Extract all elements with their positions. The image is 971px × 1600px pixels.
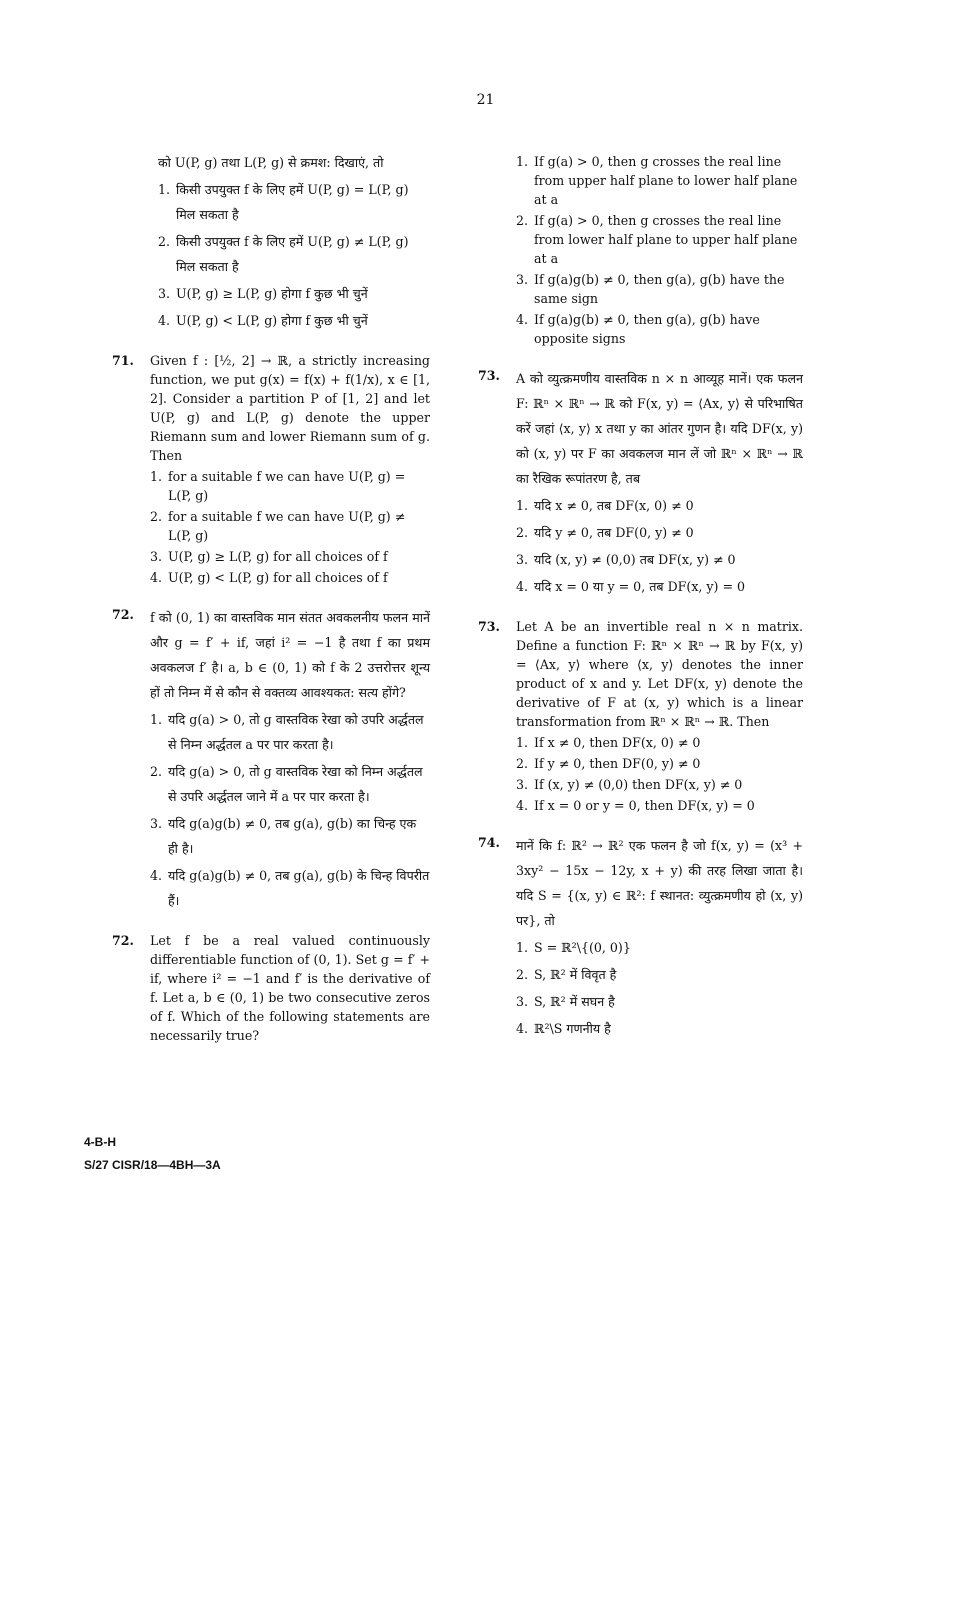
options-list [150,467,430,587]
page-number: 21 [476,92,495,108]
question-72-hi [112,605,430,915]
question-stem: मानें कि f: ℝ² → ℝ² एक फलन है जो f(x, y) = (x³ + 3xy² − 15x − 12y, x + y) की तरह लिखा जाता है। यदि S = {(x, y) ∈ ℝ²: f स्थानत: व्युत्क्रमणीय हो (x, y) पर}, तो [516,838,803,928]
option-4 [516,1016,803,1041]
option-number: 4. [516,579,529,594]
option-1 [516,152,803,209]
option-number: 4. [516,1021,529,1036]
option-number: 4. [150,570,163,585]
option-text: If x = 0 or y = 0, then DF(x, y) = 0 [534,798,755,813]
option-text: U(P, g) ≥ L(P, g) for all choices of f [168,549,388,564]
option-text: If g(a) > 0, then g crosses the real line from lower half plane to upper half plane at a [534,213,798,266]
option-1 [516,733,803,752]
option-text: यदि g(a)g(b) ≠ 0, तब g(a), g(b) के चिन्ह विपरीत हैं। [168,868,430,908]
option-1 [516,493,803,518]
right-column [478,150,803,1059]
option-text: S, ℝ² में विवृत है [534,967,617,982]
option-1 [158,177,430,227]
q72-en-options-list [516,152,803,348]
option-2 [516,520,803,545]
option-number: 1. [516,940,529,955]
option-text: यदि x ≠ 0, तब DF(x, 0) ≠ 0 [534,498,694,513]
option-3 [158,281,430,306]
option-number: 1. [516,154,529,169]
option-text: If g(a)g(b) ≠ 0, then g(a), g(b) have the same sign [534,272,785,306]
option-text: S, ℝ² में सघन है [534,994,615,1009]
option-number: 3. [516,552,529,567]
booklet-code: 4-B-H [84,1135,116,1149]
question-stem: Let f be a real valued continuously differentiable function of (0, 1). Set g = f′ + if, where i² = −1 and f′ is the derivative of f. Let a, b ∈ (0, 1) be two consecutive zeros of f. Which of the following statements are necessarily true? [150,933,430,1043]
question-stem: को U(P, g) तथा L(P, g) से क्रमश: दिखाएं, तो [158,155,384,170]
option-3 [150,811,430,861]
option-number: 4. [150,868,163,883]
option-4 [516,796,803,815]
question-72-en [112,931,430,1045]
option-text: यदि g(a)g(b) ≠ 0, तब g(a), g(b) का चिन्ह एक ही है। [168,816,417,856]
option-number: 1. [150,712,163,727]
option-text: किसी उपयुक्त f के लिए हमें U(P, g) = L(P, g) मिल सकता है [176,182,409,222]
option-number: 3. [516,777,529,792]
options-list [150,707,430,913]
option-4 [516,574,803,599]
question-stem: Let A be an invertible real n × n matrix. Define a function F: ℝⁿ × ℝⁿ → ℝ by F(x, y) = ⟨Ax, y⟩ where ⟨x, y⟩ denotes the inner product of x and y. Let DF(x, y) denote the derivative of F at (x, y) which is a linear transformation from ℝⁿ × ℝⁿ → ℝ. Then [516,619,803,729]
option-4 [158,308,430,333]
option-4 [516,310,803,348]
question-number: 73. [478,619,500,634]
option-2 [150,759,430,809]
option-number: 1. [516,735,529,750]
options-list [516,493,803,599]
option-2 [158,229,430,279]
option-number: 2. [150,764,163,779]
option-text: S = ℝ²\{(0, 0)} [534,940,631,955]
option-text: यदि g(a) > 0, तो g वास्तविक रेखा को उपरि अर्द्धतल से निम्न अर्द्धतल a पर पार करता है। [168,712,424,752]
option-number: 2. [516,213,529,228]
option-text: ℝ²\S गणनीय है [534,1021,611,1036]
question-73-hi [478,366,803,601]
option-3 [516,775,803,794]
question-71-en [112,351,430,589]
option-number: 2. [516,967,529,982]
option-number: 3. [150,816,163,831]
options-list [516,935,803,1041]
option-1 [150,467,430,505]
option-1 [150,707,430,757]
option-2 [516,211,803,268]
option-text: for a suitable f we can have U(P, g) ≠ L(P, g) [168,509,406,543]
option-number: 4. [516,312,529,327]
option-2 [150,507,430,545]
option-4 [150,568,430,587]
option-text: If y ≠ 0, then DF(0, y) ≠ 0 [534,756,701,771]
question-number: 72. [112,933,134,948]
option-number: 3. [516,994,529,1009]
option-1 [516,935,803,960]
question-74-hi [478,833,803,1043]
options-list [158,177,430,333]
option-text: U(P, g) < L(P, g) for all choices of f [168,570,388,585]
option-text: यदि g(a) > 0, तो g वास्तविक रेखा को निम्न अर्द्धतल से उपरि अर्द्धतल जाने में a पर पार करता है। [168,764,423,804]
option-number: 3. [158,286,171,301]
option-3 [516,547,803,572]
option-number: 1. [516,498,529,513]
option-text: U(P, g) ≥ L(P, g) होगा f कुछ भी चुनें [176,286,368,301]
option-text: If x ≠ 0, then DF(x, 0) ≠ 0 [534,735,701,750]
option-number: 3. [150,549,163,564]
option-number: 2. [516,525,529,540]
option-text: If g(a) > 0, then g crosses the real line from upper half plane to lower half plane at a [534,154,798,207]
question-number: 71. [112,353,134,368]
question-number: 74. [478,835,500,850]
question-stem: Given f : [½, 2] → ℝ, a strictly increasing function, we put g(x) = f(x) + f(1/x), x ∈ [1, 2]. Consider a partition P of [1, 2] and let U(P, g) and L(P, g) denote the upper Riemann sum and lower Riemann sum of g. Then [150,353,430,463]
option-3 [150,547,430,566]
option-number: 1. [150,469,163,484]
option-number: 4. [516,798,529,813]
option-text: किसी उपयुक्त f के लिए हमें U(P, g) ≠ L(P, g) मिल सकता है [176,234,409,274]
option-3 [516,270,803,308]
option-text: If g(a)g(b) ≠ 0, then g(a), g(b) have opposite signs [534,312,760,346]
option-2 [516,754,803,773]
series-code: S/27 CISR/18—4BH—3A [84,1158,221,1172]
question-number: 73. [478,368,500,383]
option-4 [150,863,430,913]
option-3 [516,989,803,1014]
option-2 [516,962,803,987]
option-number: 4. [158,313,171,328]
option-text: If (x, y) ≠ (0,0) then DF(x, y) ≠ 0 [534,777,743,792]
option-number: 2. [158,234,171,249]
option-text: यदि x = 0 या y = 0, तब DF(x, y) = 0 [534,579,746,594]
option-text: for a suitable f we can have U(P, g) = L(P, g) [168,469,406,503]
q70-continuation [112,150,430,333]
option-number: 3. [516,272,529,287]
option-number: 1. [158,182,171,197]
question-73-en [478,617,803,817]
option-text: यदि (x, y) ≠ (0,0) तब DF(x, y) ≠ 0 [534,552,736,567]
options-list [516,733,803,815]
question-stem: A को व्युत्क्रमणीय वास्तविक n × n आव्यूह मानें। एक फलन F: ℝⁿ × ℝⁿ → ℝ को F(x, y) = ⟨Ax, y⟩ से परिभाषित करें जहां ⟨x, y⟩ x तथा y का आंतर गुणन है। यदि DF(x, y) को (x, y) पर F का अवकलज मान लें जो ℝⁿ × ℝⁿ → ℝ का रैखिक रूपांतरण है, तब [516,371,803,486]
option-number: 2. [150,509,163,524]
question-stem: f को (0, 1) का वास्तविक मान संतत अवकलनीय फलन मानें और g = f′ + if, जहां i² = −1 है तथा f का प्रथम अवकलज f′ है। a, b ∈ (0, 1) को f के 2 उत्तरोत्तर शून्य हों तो निम्न में से कौन से वक्तव्य आवश्यकत: सत्य होंगे? [150,610,430,700]
left-column [112,150,430,1061]
question-number: 72. [112,607,134,622]
option-number: 2. [516,756,529,771]
option-text: यदि y ≠ 0, तब DF(0, y) ≠ 0 [534,525,694,540]
option-text: U(P, g) < L(P, g) होगा f कुछ भी चुनें [176,313,368,328]
